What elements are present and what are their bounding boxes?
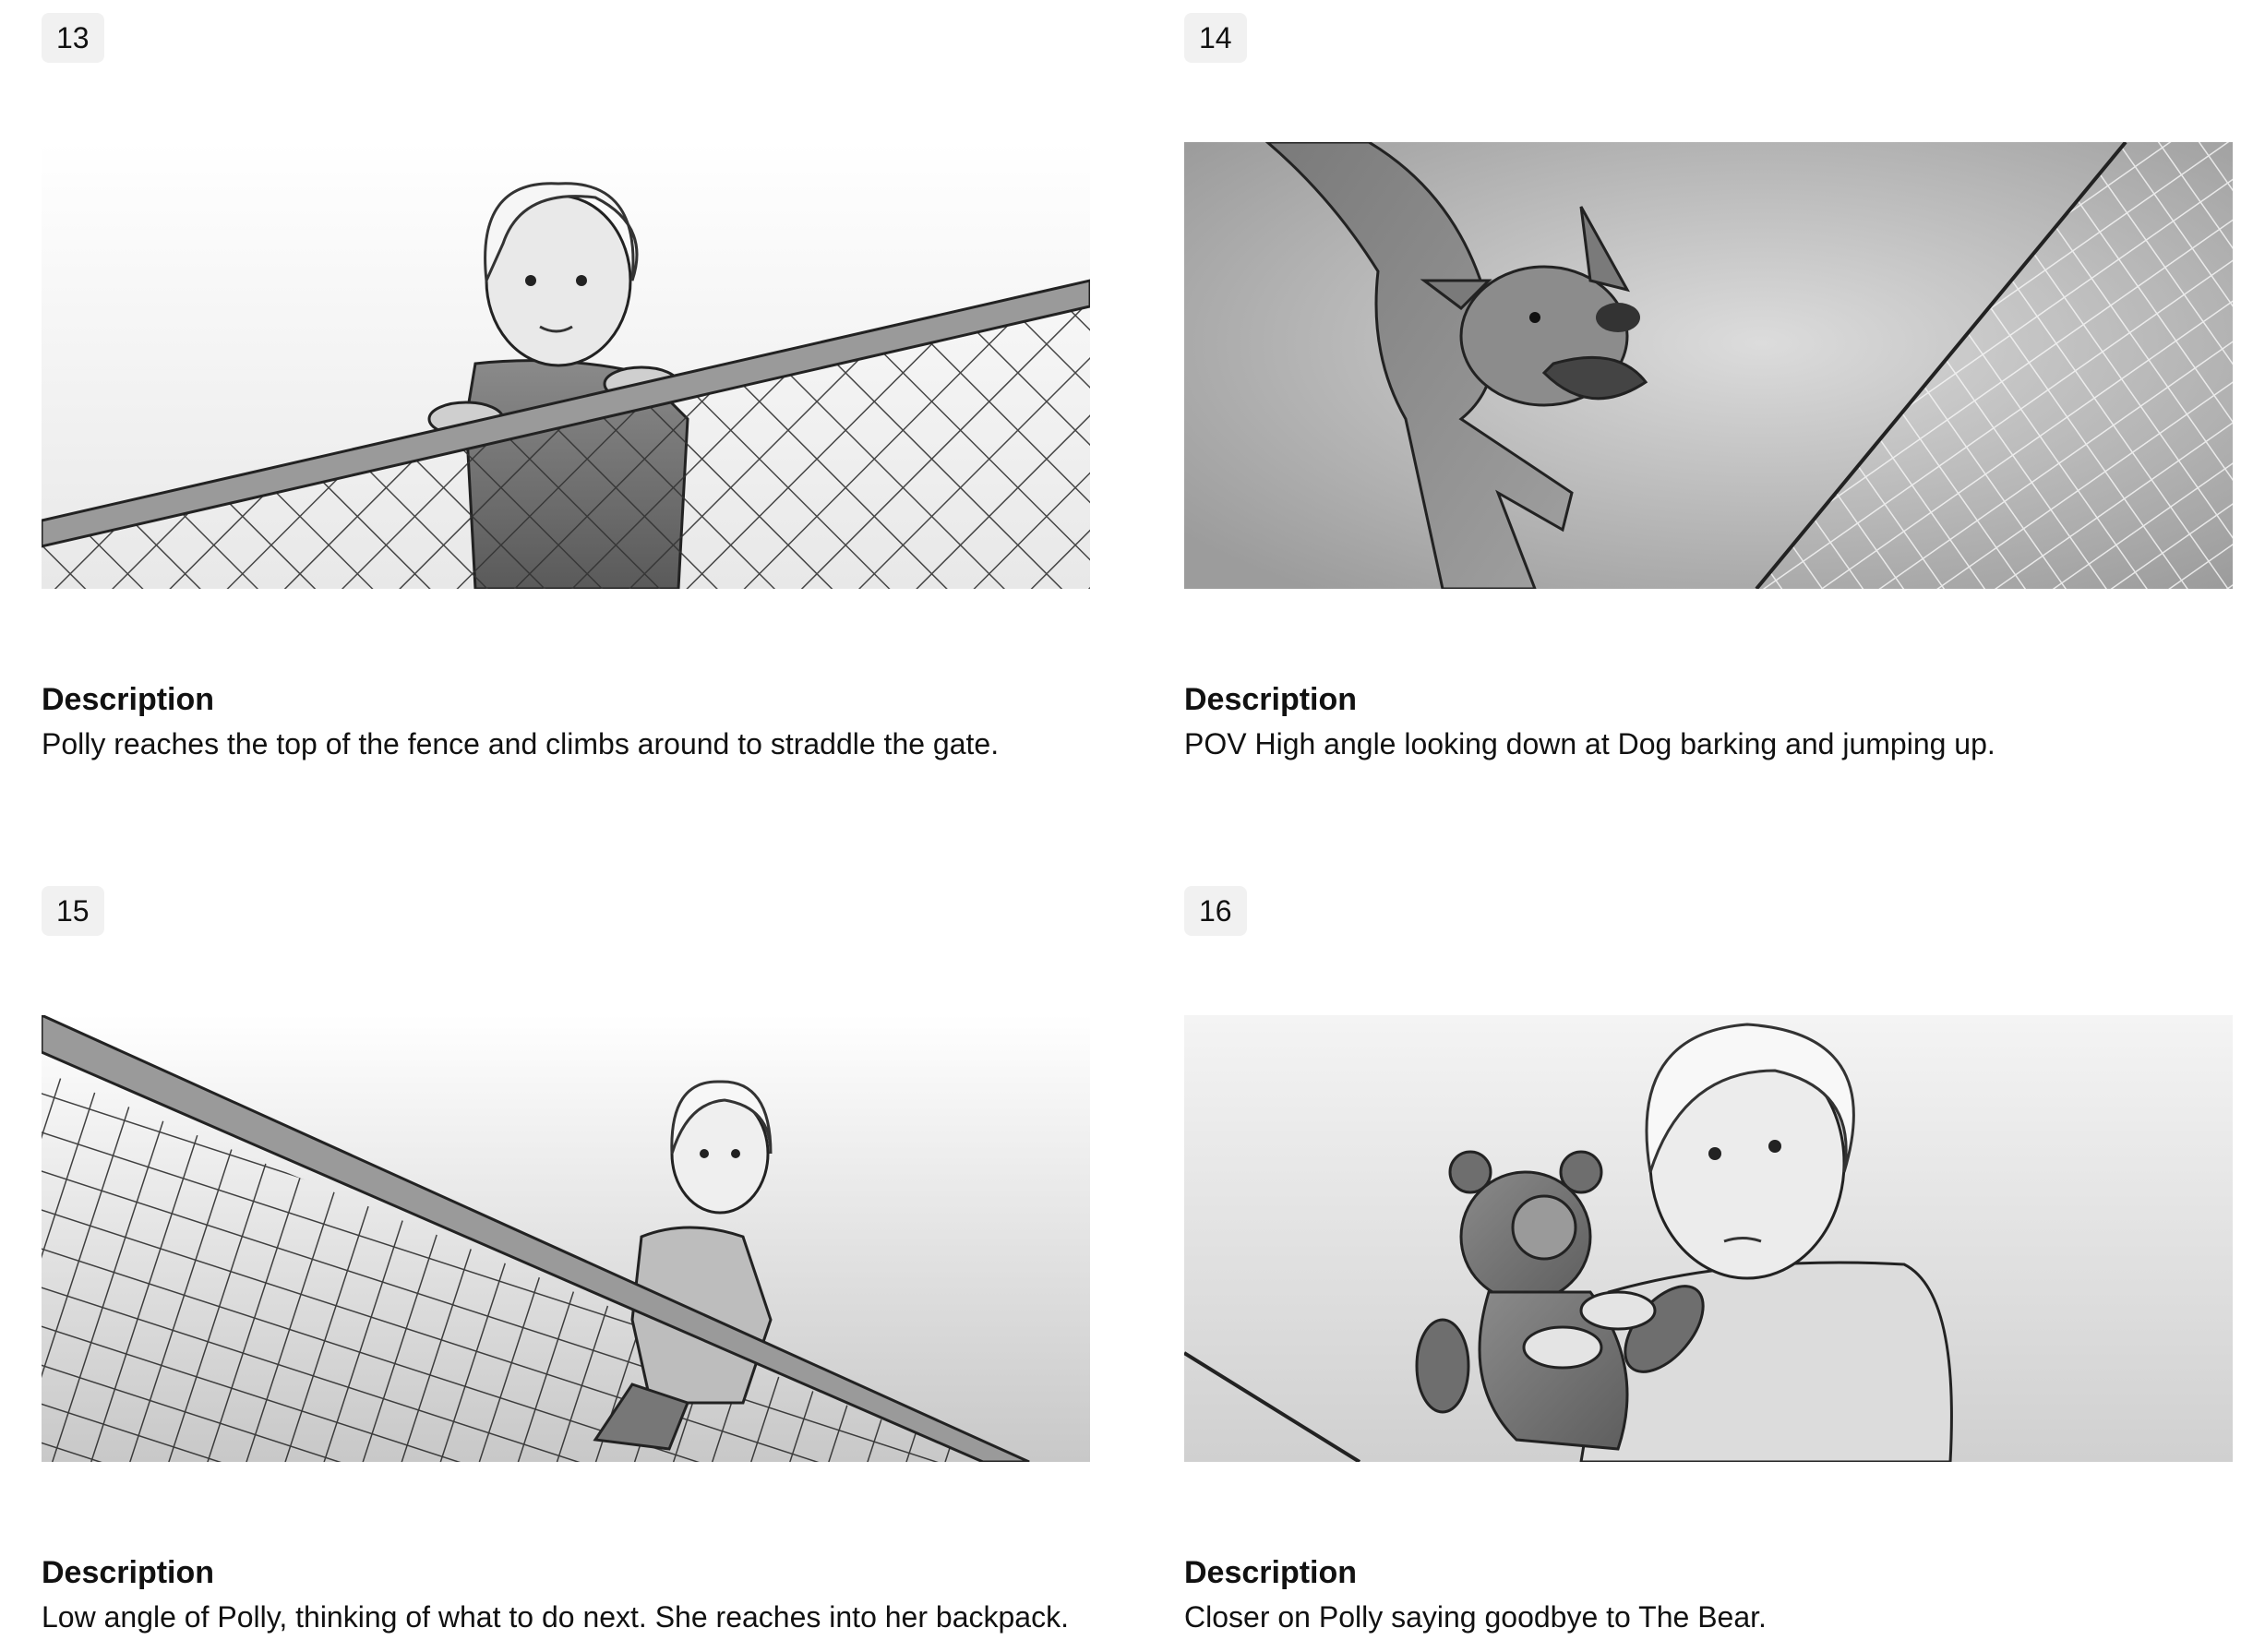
description-text: POV High angle looking down at Dog barking and jumping up. [1184, 727, 1995, 760]
storyboard-panel-16 [1184, 886, 2233, 1634]
description-heading: Description [42, 682, 215, 717]
description-text: Low angle of Polly, thinking of what to do next. She reaches into her backpack. [42, 1600, 1069, 1634]
description-heading: Description [1184, 682, 1358, 717]
panel-image [1184, 142, 2233, 589]
description-text: Closer on Polly saying goodbye to The Bear. [1184, 1600, 1767, 1634]
panel-number: 16 [1184, 886, 1247, 936]
panel-number: 13 [42, 13, 104, 63]
description-heading: Description [42, 1555, 215, 1590]
storyboard-panel-14 [1184, 13, 2233, 760]
description-heading: Description [1184, 1555, 1358, 1590]
panel-number: 15 [42, 886, 104, 936]
storyboard-panel-13 [42, 13, 1090, 760]
panel-number: 14 [1184, 13, 1247, 63]
panel-image [42, 142, 1090, 589]
storyboard-panel-15 [42, 886, 1090, 1634]
panel-image [42, 1015, 1090, 1462]
description-text: Polly reaches the top of the fence and climbs around to straddle the gate. [42, 727, 1000, 760]
panel-image [1184, 1015, 2233, 1462]
